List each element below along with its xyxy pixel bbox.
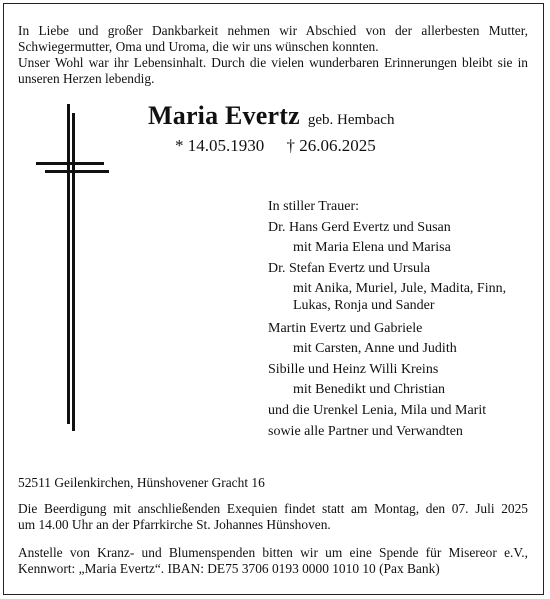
mourner-line: mit Anika, Muriel, Jule, Madita, Finn, (293, 281, 507, 297)
intro-text (18, 23, 528, 87)
intro-line: In Liebe und großer Dankbarkeit nehmen wir Abschied von der allerbesten Mutter, (18, 23, 528, 38)
death-date: † 26.06.2025 (286, 136, 376, 155)
mourner-line: mit Carsten, Anne und Judith (293, 341, 457, 357)
mourner-line: mit Maria Elena und Marisa (293, 240, 451, 256)
maiden-name: geb. Hembach (307, 112, 395, 128)
birth-date: * 14.05.1930 (175, 136, 265, 155)
mourner-line: Dr. Hans Gerd Evertz und Susan (268, 219, 451, 235)
mourner-line: mit Benedikt und Christian (293, 382, 446, 398)
mourner-line: Sibille und Heinz Willi Kreins (268, 361, 439, 377)
mourner-line: und die Urenkel Lenia, Mila und Marit (268, 402, 487, 418)
mourner-line: Dr. Stefan Evertz und Ursula (268, 260, 431, 276)
donation-info (18, 545, 528, 577)
mourner-line: sowie alle Partner und Verwandten (268, 423, 463, 439)
intro-line: unseren Herzen lebendig. (18, 71, 155, 86)
deceased-name-line (148, 101, 394, 131)
life-dates (175, 136, 376, 156)
intro-line: Unser Wohl war ihr Lebensinhalt. Durch die vielen wunderbaren Erinnerungen bleibt sie in (18, 55, 528, 70)
mourners-list (268, 197, 506, 442)
funeral-line: um 14.00 Uhr an der Pfarrkirche St. Johannes Hünshoven. (18, 517, 331, 532)
deceased-name: Maria Evertz (148, 101, 300, 130)
funeral-line: Die Beerdigung mit anschließenden Exequien findet statt am Montag, den 07. Juli 2025 (18, 501, 528, 516)
address: 52511 Geilenkirchen, Hünshovener Gracht 16 (18, 475, 265, 490)
donation-line: Kennwort: „Maria Evertz“. IBAN: DE75 3706 0193 0000 1010 10 (Pax Bank) (18, 561, 440, 576)
mourner-line: Lukas, Ronja und Sander (293, 297, 435, 313)
mourner-line: Martin Evertz und Gabriele (268, 320, 423, 336)
mourners-heading: In stiller Trauer: (268, 199, 359, 214)
donation-line: Anstelle von Kranz- und Blumenspenden bitten wir um eine Spende für Misereor e.V., (18, 545, 528, 560)
funeral-info (18, 501, 528, 533)
intro-line: Schwiegermutter, Oma und Uroma, die wir uns wünschen konnten. (18, 39, 379, 54)
